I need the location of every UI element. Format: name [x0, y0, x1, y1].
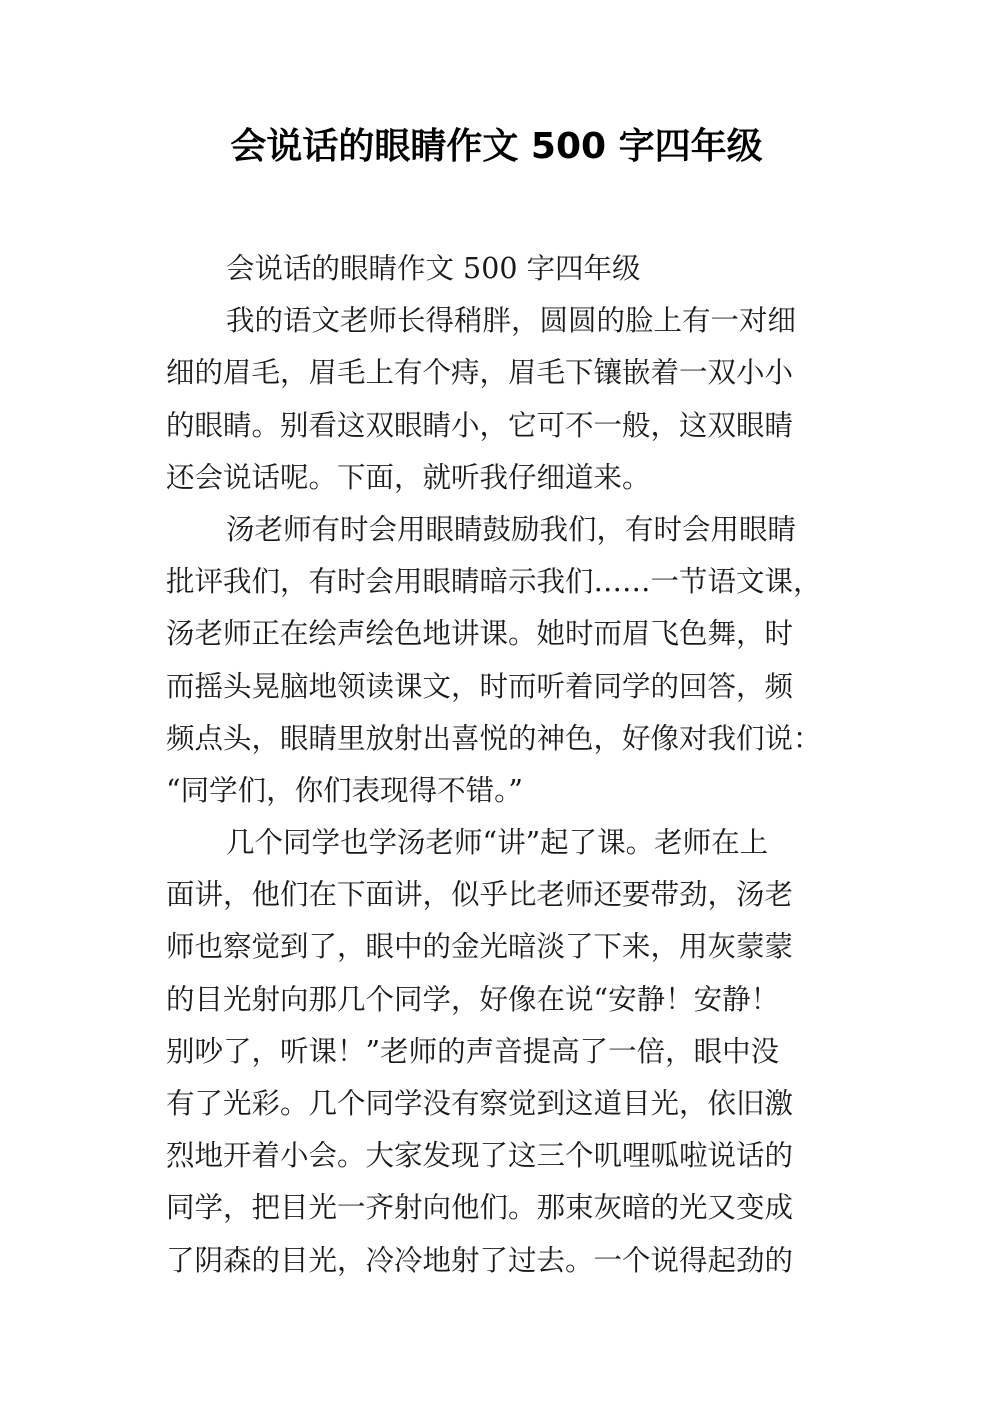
body-line: 几个同学也学汤老师“讲”起了课。老师在上 — [226, 826, 769, 860]
body-line: 别吵了，听课！”老师的声音提高了一倍，眼中没 — [166, 1034, 780, 1068]
body-line: 汤老师有时会用眼睛鼓励我们，有时会用眼睛 — [226, 512, 797, 546]
body-line: 而摇头晃脑地领读课文，时而听着同学的回答，频 — [166, 669, 794, 703]
body-line: 烈地开着小会。大家发现了这三个叽哩呱啦说话的 — [166, 1139, 794, 1173]
body-line: 我的语文老师长得稍胖，圆圆的脸上有一对细 — [226, 304, 797, 338]
body-line: 细的眉毛，眉毛上有个痔，眉毛下镶嵌着一双小小 — [166, 356, 794, 390]
body-line: 同学，把目光一齐射向他们。那束灰暗的光又变成 — [166, 1191, 794, 1225]
document-body — [166, 243, 846, 1287]
body-line: 汤老师正在绘声绘色地讲课。她时而眉飞色舞，时 — [166, 617, 794, 651]
body-line: 批评我们，有时会用眼睛暗示我们……一节语文课， — [166, 565, 822, 599]
document-title: 会说话的眼睛作文 500 字四年级 — [230, 126, 763, 167]
body-line: 有了光彩。几个同学没有察觉到这道目光，依旧激 — [166, 1087, 794, 1120]
body-line: 的目光射向那几个同学，好像在说“安静！安静！ — [166, 982, 780, 1016]
body-line: 的眼睛。别看这双眼睛小，它可不一般，这双眼睛 — [166, 408, 794, 442]
body-line: 频点头，眼睛里放射出喜悦的神色，好像对我们说： — [166, 721, 822, 755]
body-line: “同学们，你们表现得不错。” — [166, 773, 523, 807]
body-line: 了阴森的目光，冷冷地射了过去。一个说得起劲的 — [166, 1243, 794, 1277]
body-line: 师也察觉到了，眼中的金光暗淡了下来，用灰蒙蒙 — [166, 930, 794, 964]
body-line: 会说话的眼睛作文 500 字四年级 — [226, 252, 641, 285]
body-line: 还会说话呢。下面，就听我仔细道来。 — [166, 460, 651, 494]
body-line: 面讲，他们在下面讲，似乎比老师还要带劲，汤老 — [166, 878, 794, 912]
